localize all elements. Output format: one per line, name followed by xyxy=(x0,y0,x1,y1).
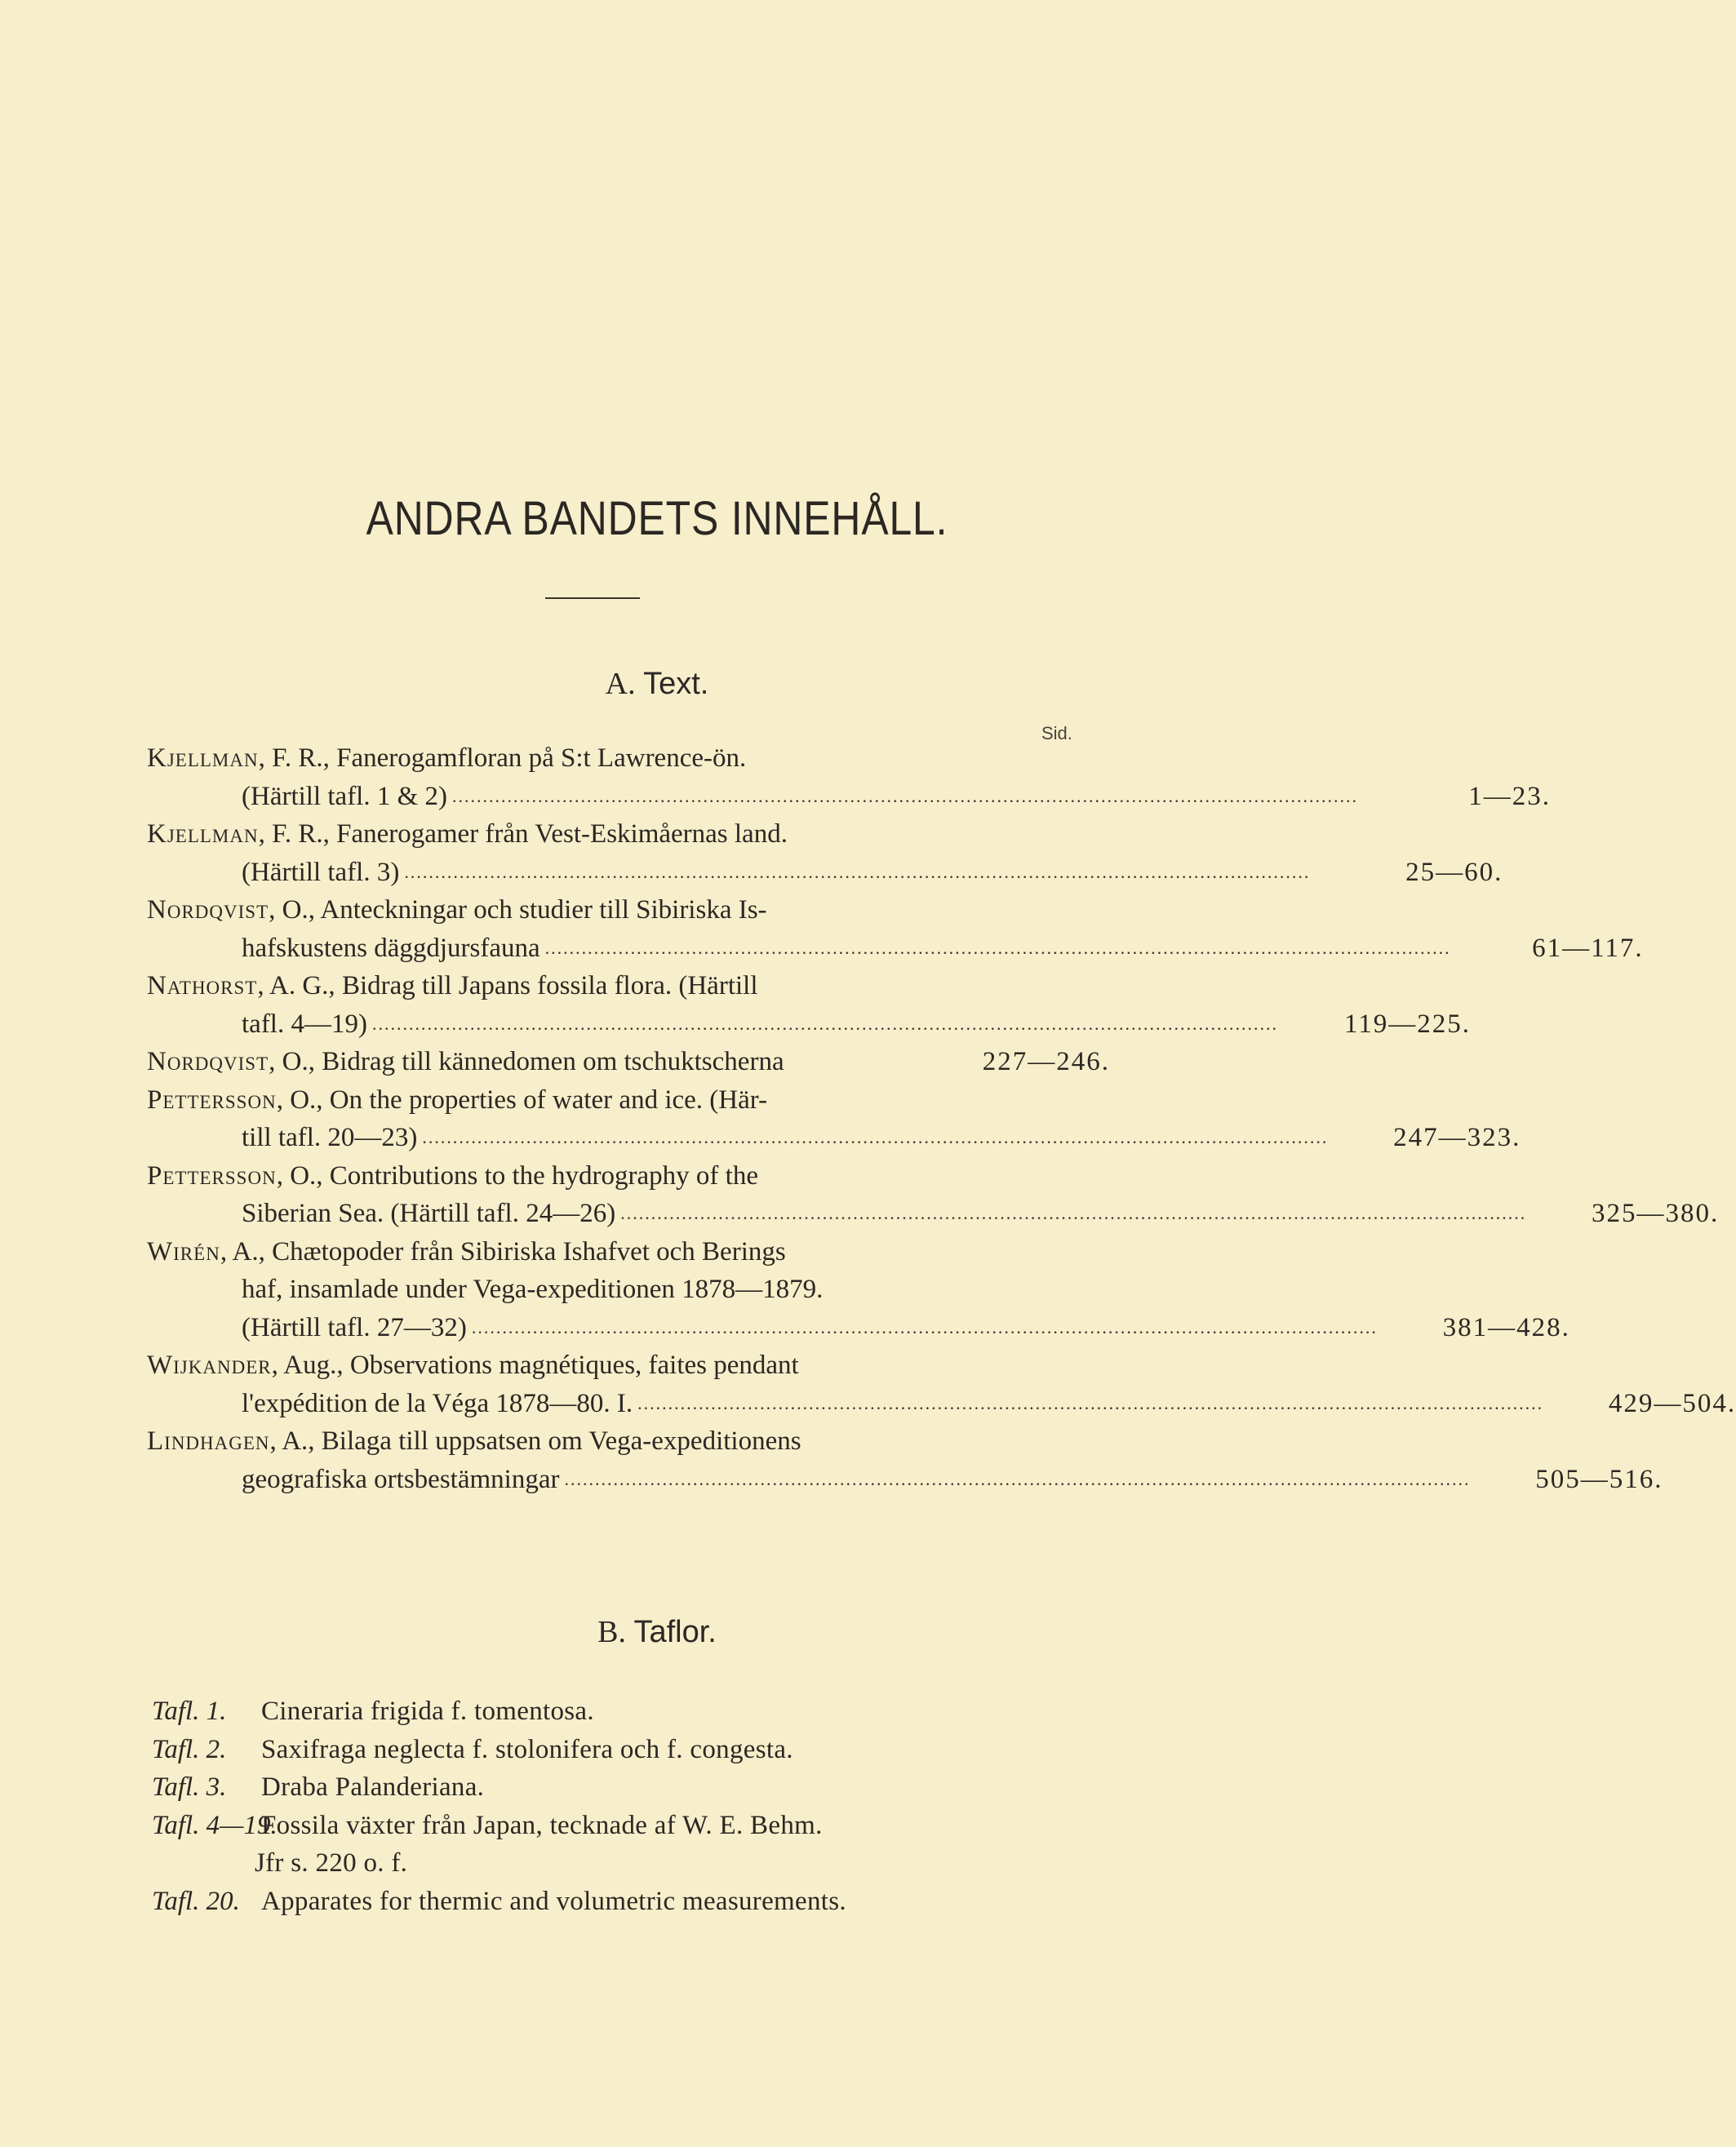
entry-title-line: Bidrag till kännedomen om tschuktscherna xyxy=(322,1047,784,1076)
entry-title-line: tafl. 4—19) xyxy=(242,1009,367,1039)
dot-leader: .................................................................................................................................................... xyxy=(637,1392,1544,1413)
plates-list xyxy=(152,1692,1115,1920)
entry-author: Pettersson xyxy=(147,1160,277,1191)
entry-title-line: hafskustens däggdjursfauna xyxy=(242,933,540,963)
entry-title-line: Contributions to the hydrography of the xyxy=(329,1160,758,1191)
entry-pages: 1—23. xyxy=(1468,781,1552,811)
entry-pages: 381—428. xyxy=(1442,1312,1570,1342)
section-b-heading xyxy=(0,1614,1314,1650)
contents-entry xyxy=(147,1081,1521,1157)
contents-entry xyxy=(147,1422,1663,1498)
page-title: ANDRA BANDETS INNEHÅLL. xyxy=(366,492,948,545)
contents-list xyxy=(147,739,1736,1498)
contents-entry xyxy=(147,967,1471,1043)
section-a-heading xyxy=(0,666,1314,702)
plate-label: Tafl. 20. xyxy=(152,1886,240,1916)
plate-label: Tafl. 2. xyxy=(152,1734,227,1764)
entry-initials: , A. G., xyxy=(257,971,342,1000)
entry-title-line: Observations magnétiques, faites pendant xyxy=(349,1351,799,1380)
entry-initials: , O., xyxy=(276,1085,330,1115)
section-b-letter: B. xyxy=(597,1615,626,1649)
entry-pages: 61—117. xyxy=(1532,933,1644,963)
title-rule xyxy=(545,597,640,599)
plate-description: Draba Palanderiana. xyxy=(261,1772,485,1802)
contents-entry xyxy=(147,1233,1570,1347)
entry-title-line: till tafl. 20—23) xyxy=(242,1123,418,1152)
entry-author: Nathorst xyxy=(147,971,258,1000)
plate-description: Saxifraga neglecta f. stolonifera och f. congesta. xyxy=(261,1734,793,1764)
entry-initials: , A., xyxy=(220,1236,273,1266)
contents-entry xyxy=(147,891,1644,967)
entry-pages: 429—504. xyxy=(1608,1388,1736,1418)
dot-leader: .................................................................................................................................................... xyxy=(452,785,1359,806)
entry-title-line: haf, insamlade under Vega-expeditionen 1878—1879. xyxy=(242,1275,824,1304)
entry-pages: 325—380. xyxy=(1591,1199,1720,1228)
entry-author: Nordqvist xyxy=(147,895,269,925)
plate-description: Cineraria frigida f. tomentosa. xyxy=(261,1697,594,1726)
entry-pages: 247—323. xyxy=(1393,1123,1521,1152)
dot-leader: .................................................................................................................................................... xyxy=(471,1316,1378,1337)
entry-title-line: (Härtill tafl. 3) xyxy=(242,857,400,887)
section-a-name: Text. xyxy=(643,667,709,701)
entry-title-line: On the properties of water and ice. (Här- xyxy=(329,1085,768,1115)
section-a-letter: A. xyxy=(605,667,636,701)
dot-leader: .................................................................................................................................................... xyxy=(564,1468,1471,1489)
entry-pages: 227—246. xyxy=(982,1047,1110,1076)
plate-description: Fossila växter från Japan, tecknade af W. E. Behm. xyxy=(261,1810,823,1840)
contents-entry xyxy=(147,1157,1720,1233)
entry-author: Wijkander xyxy=(147,1351,272,1380)
plate-label: Tafl. 1. xyxy=(152,1697,227,1726)
entry-initials: , Aug., xyxy=(271,1351,350,1380)
contents-entry xyxy=(147,815,1503,891)
entry-title-line: Bidrag till Japans fossila flora. (Härtill xyxy=(341,971,758,1000)
sid-label: Sid. xyxy=(1041,723,1072,743)
plate-label: Tafl. 3. xyxy=(152,1772,227,1802)
entry-title-line: (Härtill tafl. 1 & 2) xyxy=(242,781,448,811)
section-b-name: Taflor. xyxy=(633,1615,717,1649)
entry-title-line: geografiska ortsbestämningar xyxy=(242,1464,560,1494)
entry-author: Pettersson xyxy=(147,1085,277,1115)
entry-initials: , F. R., xyxy=(258,743,337,773)
entry-title-line: Chætopoder från Sibiriska Ishafvet och Berings xyxy=(272,1236,786,1266)
entry-pages: 505—516. xyxy=(1535,1464,1663,1494)
plate-entry xyxy=(152,1731,1115,1769)
entry-title-line: l'expédition de la Véga 1878—80. I. xyxy=(242,1388,633,1418)
entry-author: Nordqvist xyxy=(147,1047,269,1076)
entry-initials: , F. R., xyxy=(258,819,337,849)
dot-leader: .................................................................................................................................................... xyxy=(404,861,1311,882)
entry-initials: , A., xyxy=(269,1426,322,1456)
plate-entry-continuation xyxy=(152,1844,1115,1883)
entry-pages: 119—225. xyxy=(1343,1009,1471,1039)
dot-leader: .................................................................................................................................................... xyxy=(371,1013,1278,1034)
plate-entry xyxy=(152,1768,1115,1807)
plate-description: Apparates for thermic and volumetric measurements. xyxy=(261,1886,846,1916)
entry-author: Wirén xyxy=(147,1236,220,1266)
entry-author: Lindhagen xyxy=(147,1426,270,1456)
contents-entry xyxy=(147,1043,1110,1081)
entry-author: Kjellman xyxy=(147,743,259,773)
dot-leader: .................................................................................................................................................... xyxy=(544,937,1451,958)
plate-description: Jfr s. 220 o. f. xyxy=(255,1848,408,1878)
entry-title-line: Siberian Sea. (Härtill tafl. 24—26) xyxy=(242,1199,616,1228)
contents-entry xyxy=(147,1346,1736,1422)
entry-initials: , O., xyxy=(276,1160,330,1191)
entry-title-line: Bilaga till uppsatsen om Vega-expeditionens xyxy=(321,1426,801,1456)
plate-entry xyxy=(152,1692,1115,1731)
entry-author: Kjellman xyxy=(147,819,259,849)
plate-entry xyxy=(152,1883,1115,1921)
contents-entry xyxy=(147,739,1552,815)
entry-title-line: Fanerogamer från Vest-Eskimåernas land. xyxy=(336,819,788,849)
dot-leader: .................................................................................................................................................... xyxy=(620,1203,1527,1223)
entry-title-line: (Härtill tafl. 27—32) xyxy=(242,1312,467,1342)
plate-label: Tafl. 4—19. xyxy=(152,1810,277,1840)
dot-leader: .................................................................................................................................................... xyxy=(422,1127,1329,1147)
entry-initials: , O., xyxy=(269,895,321,925)
plate-entry xyxy=(152,1807,1115,1845)
entry-pages: 25—60. xyxy=(1405,857,1503,887)
entry-title-line: Fanerogamfloran på S:t Lawrence-ön. xyxy=(336,743,747,773)
entry-initials: , O., xyxy=(269,1047,322,1076)
entry-title-line: Anteckningar och studier till Sibiriska Is- xyxy=(320,895,767,925)
